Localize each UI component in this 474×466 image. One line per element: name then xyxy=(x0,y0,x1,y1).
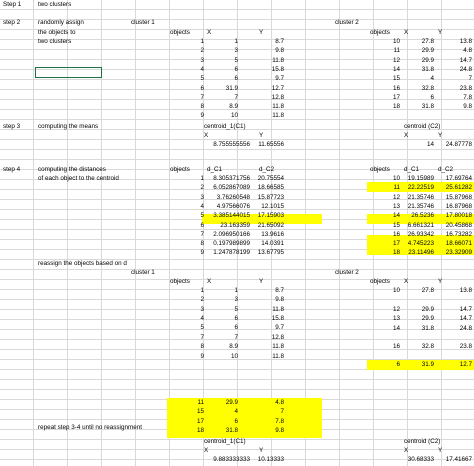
distance-c2: 18.66585 xyxy=(257,184,284,192)
step4-desc1: computing the distances xyxy=(38,166,106,173)
x-header: X xyxy=(404,278,409,285)
y-value: 11.8 xyxy=(272,352,284,360)
centroid1-x: 8.755555556 xyxy=(213,141,250,148)
distance-c1: 0.197989899 xyxy=(213,240,250,248)
object-id: 2 xyxy=(200,47,204,55)
y-value: 4.8 xyxy=(275,399,284,406)
x-header: X xyxy=(404,447,409,454)
y-value: 9.8 xyxy=(463,103,472,111)
y-value: 11.8 xyxy=(272,103,284,111)
step2-desc1: randomly assign xyxy=(38,19,84,26)
reassign-desc: reassign the objects based on d xyxy=(38,260,127,267)
object-id: 9 xyxy=(200,352,204,360)
object-id: 3 xyxy=(200,56,204,64)
dc1-header: d_C1 xyxy=(404,166,420,173)
distance-c2: 25.61282 xyxy=(445,184,472,192)
object-id: 11 xyxy=(393,47,400,55)
x-value: 31.8 xyxy=(421,103,434,111)
object-id: 17 xyxy=(392,93,400,101)
objects-header: objects xyxy=(370,166,390,173)
y-value: 11.8 xyxy=(272,56,284,64)
y-header: Y xyxy=(259,29,264,36)
y-value: 24.8 xyxy=(459,324,472,332)
y-value: 7.8 xyxy=(275,417,284,425)
y-value: 14.7 xyxy=(459,56,472,64)
centroid1-x: 9.883333333 xyxy=(213,456,250,463)
x-value: 31.8 xyxy=(225,426,238,434)
x-value: 4 xyxy=(430,75,434,83)
distance-c2: 21.65092 xyxy=(257,221,284,229)
distance-c1: 26.93342 xyxy=(407,230,434,238)
centroid1-title: centroid_1(C1) xyxy=(204,438,246,445)
x-header: X xyxy=(204,132,209,139)
x-value: 27.8 xyxy=(421,287,434,294)
y-header: Y xyxy=(259,132,264,139)
x-header: X xyxy=(204,447,209,454)
object-id: 17 xyxy=(392,240,400,248)
x-value: 6 xyxy=(234,75,238,83)
object-id: 12 xyxy=(392,193,400,201)
y-value: 12.8 xyxy=(271,93,284,101)
x-value: 6 xyxy=(234,65,238,73)
distance-c1: 3.76260548 xyxy=(216,193,250,201)
object-id: 16 xyxy=(392,84,400,92)
step2-desc2: the objects to xyxy=(38,29,76,36)
cluster2-title: cluster 2 xyxy=(335,269,359,276)
object-id: 5 xyxy=(200,324,204,332)
cluster2-title: cluster 2 xyxy=(335,19,359,26)
object-id: 2 xyxy=(200,184,204,192)
distance-c1: 6.052867089 xyxy=(213,184,250,192)
step3-desc: computing the means xyxy=(38,123,99,130)
x-value: 8.9 xyxy=(229,103,238,111)
objects-header: objects xyxy=(170,278,190,285)
y-value: 23.8 xyxy=(459,84,472,92)
x-value: 6 xyxy=(234,314,238,322)
object-id: 7 xyxy=(200,93,204,101)
object-id: 6 xyxy=(200,84,204,92)
object-id: 15 xyxy=(196,408,204,416)
object-id: 3 xyxy=(200,193,204,201)
x-value: 10 xyxy=(230,352,238,360)
x-value: 29.9 xyxy=(225,399,238,406)
y-header: Y xyxy=(259,447,264,454)
step1-desc: two clusters xyxy=(38,1,72,8)
x-value: 1 xyxy=(234,38,238,45)
object-id: 17 xyxy=(196,417,204,425)
step3-label: step 3 xyxy=(3,123,21,130)
object-id: 16 xyxy=(392,230,400,238)
object-id: 16 xyxy=(392,343,400,350)
x-value: 31.8 xyxy=(421,324,434,332)
object-id: 18 xyxy=(196,426,204,434)
y-value: 9.7 xyxy=(275,75,284,83)
y-value: 13.8 xyxy=(459,38,472,45)
object-id: 18 xyxy=(392,103,400,111)
distance-c1: 2.096950166 xyxy=(213,230,250,238)
y-value: 15.8 xyxy=(271,65,284,73)
y-value: 9.8 xyxy=(275,426,284,434)
centroid1-y: 11.65556 xyxy=(258,141,284,148)
y-header: Y xyxy=(438,278,443,285)
x-value: 31.8 xyxy=(421,65,434,73)
object-id: 13 xyxy=(392,315,400,323)
object-id: 11 xyxy=(197,399,204,406)
step2-label: step 2 xyxy=(3,19,21,26)
y-value: 11.8 xyxy=(272,305,284,313)
centroid2-y: 24.87778 xyxy=(445,141,472,148)
x-value: 3 xyxy=(234,47,238,55)
object-id: 6 xyxy=(396,361,400,368)
distance-c1: 19.15989 xyxy=(407,175,434,182)
distance-c1: 8.305371756 xyxy=(213,175,250,182)
distance-c1: 23.11496 xyxy=(408,249,434,257)
dc2-header: d_C2 xyxy=(259,166,275,173)
repeat-desc: repeat step 3-4 until no reassignment xyxy=(38,424,142,431)
object-id: 1 xyxy=(200,287,204,294)
distance-c1: 21.35746 xyxy=(407,202,434,210)
object-id: 14 xyxy=(392,324,400,332)
object-id: 15 xyxy=(392,75,400,83)
x-value: 27.8 xyxy=(421,38,434,45)
centroid2-x: 30.68333 xyxy=(407,456,434,463)
step2-desc3: two clusters xyxy=(38,38,72,45)
x-value: 5 xyxy=(234,305,238,313)
distance-c1: 22.22519 xyxy=(407,184,434,192)
x-header: X xyxy=(207,278,212,285)
object-id: 4 xyxy=(200,314,204,322)
x-value: 32.8 xyxy=(421,84,434,92)
x-value: 1 xyxy=(234,287,238,294)
distance-c1: 3.385144015 xyxy=(213,212,250,220)
object-id: 8 xyxy=(200,103,204,111)
y-value: 7 xyxy=(280,408,284,416)
y-value: 4.8 xyxy=(463,47,472,55)
x-value: 7 xyxy=(234,334,238,341)
x-header: X xyxy=(207,29,212,36)
objects-header: objects xyxy=(370,29,390,36)
x-value: 8.9 xyxy=(229,343,238,351)
y-value: 7 xyxy=(468,75,472,83)
distance-c1: 6.661321 xyxy=(407,221,434,229)
y-value: 8.7 xyxy=(275,38,284,45)
y-value: 7.8 xyxy=(463,93,472,101)
x-value: 29.9 xyxy=(421,47,434,55)
x-value: 32.8 xyxy=(421,343,434,350)
centroid2-title: centroid (C2) xyxy=(404,123,441,130)
distance-c2: 17.15903 xyxy=(257,212,284,220)
x-value: 29.9 xyxy=(421,315,434,323)
objects-header: objects xyxy=(370,278,390,285)
distance-c1: 21.35746 xyxy=(407,193,434,201)
y-header: Y xyxy=(438,29,443,36)
y-value: 13.8 xyxy=(459,287,472,294)
object-id: 2 xyxy=(200,296,204,304)
distance-c2: 20.45868 xyxy=(445,221,472,229)
distance-c2: 14.0391 xyxy=(261,240,284,248)
object-id: 3 xyxy=(200,305,204,313)
y-value: 12.7 xyxy=(271,84,284,92)
y-value: 12.8 xyxy=(271,334,284,341)
distance-c2: 13.9616 xyxy=(261,230,284,238)
distance-c1: 1.247878199 xyxy=(213,249,250,257)
object-id: 5 xyxy=(200,212,204,220)
selected-cell[interactable] xyxy=(35,67,102,78)
step1-label: Step 1 xyxy=(3,1,22,8)
x-value: 6 xyxy=(234,324,238,332)
centroid2-title: centroid (C2) xyxy=(404,438,441,445)
object-id: 1 xyxy=(200,175,204,182)
y-value: 9.7 xyxy=(275,324,284,332)
x-value: 6 xyxy=(234,417,238,425)
y-header: Y xyxy=(259,278,264,285)
y-value: 11.8 xyxy=(272,112,284,120)
object-id: 10 xyxy=(392,38,400,45)
distance-c2: 16.87968 xyxy=(445,202,472,210)
y-value: 11.8 xyxy=(272,343,284,351)
objects-header: objects xyxy=(170,29,190,36)
dc2-header: d_C2 xyxy=(438,166,454,173)
object-id: 5 xyxy=(200,75,204,83)
distance-c1: 23.163359 xyxy=(220,221,250,229)
x-value: 5 xyxy=(234,56,238,64)
object-id: 10 xyxy=(392,287,400,294)
distance-c2: 18.66071 xyxy=(445,240,472,248)
step4-desc2: of each object to the centroid xyxy=(38,175,119,182)
centroid2-y: 17.41667 xyxy=(445,456,472,463)
object-id: 8 xyxy=(200,240,204,248)
dc1-header: d_C1 xyxy=(207,166,223,173)
objects-header: objects xyxy=(170,166,190,173)
distance-c2: 15.87968 xyxy=(445,193,472,201)
object-id: 11 xyxy=(393,184,400,192)
object-id: 9 xyxy=(200,249,204,257)
y-value: 8.7 xyxy=(275,287,284,294)
object-id: 7 xyxy=(200,334,204,341)
x-value: 6 xyxy=(430,93,434,101)
object-id: 1 xyxy=(200,38,204,45)
distance-c2: 20.75554 xyxy=(257,175,284,182)
distance-c2: 17.69764 xyxy=(445,175,472,182)
object-id: 12 xyxy=(392,56,400,64)
y-value: 14.7 xyxy=(459,306,472,313)
object-id: 14 xyxy=(392,212,400,220)
x-value: 31.9 xyxy=(421,361,434,368)
distance-c2: 12.1015 xyxy=(261,202,284,210)
object-id: 12 xyxy=(392,306,400,313)
centroid2-x: 14 xyxy=(426,141,434,148)
distance-c2: 15.87723 xyxy=(257,193,284,201)
x-value: 29.9 xyxy=(421,306,434,313)
x-value: 4 xyxy=(234,408,238,416)
x-header: X xyxy=(404,132,409,139)
y-header: Y xyxy=(438,132,443,139)
distance-c1: 4.97566076 xyxy=(216,202,250,210)
y-value: 12.7 xyxy=(459,361,472,368)
distance-c1: 4.745223 xyxy=(407,240,434,248)
object-id: 7 xyxy=(200,230,204,238)
object-id: 4 xyxy=(200,202,204,210)
cluster1-title: cluster 1 xyxy=(131,19,155,26)
centroid1-y: 10.13333 xyxy=(257,456,284,463)
object-id: 14 xyxy=(392,65,400,73)
y-value: 9.8 xyxy=(275,296,284,304)
object-id: 8 xyxy=(200,343,204,351)
cluster1-title: cluster 1 xyxy=(131,269,155,276)
x-value: 3 xyxy=(234,296,238,304)
y-value: 24.8 xyxy=(459,65,472,73)
y-value: 23.8 xyxy=(459,343,472,350)
y-header: Y xyxy=(438,447,443,454)
object-id: 15 xyxy=(392,221,400,229)
object-id: 13 xyxy=(392,202,400,210)
x-value: 10 xyxy=(230,112,238,120)
x-value: 29.9 xyxy=(421,56,434,64)
y-value: 9.8 xyxy=(275,47,284,55)
centroid1-title: centroid_1(C1) xyxy=(204,123,246,130)
distance-c2: 23.32909 xyxy=(445,249,472,257)
step4-label: step 4 xyxy=(3,166,21,173)
distance-c1: 26.5236 xyxy=(411,212,434,220)
object-id: 9 xyxy=(200,112,204,120)
x-header: X xyxy=(404,29,409,36)
y-value: 14.7 xyxy=(459,315,472,323)
object-id: 18 xyxy=(392,249,400,257)
y-value: 15.8 xyxy=(271,314,284,322)
object-id: 4 xyxy=(200,65,204,73)
x-value: 31.9 xyxy=(225,84,238,92)
distance-c2: 13.67795 xyxy=(257,249,284,257)
x-value: 7 xyxy=(234,93,238,101)
object-id: 6 xyxy=(200,221,204,229)
distance-c2: 16.73282 xyxy=(445,230,472,238)
object-id: 10 xyxy=(392,175,400,182)
distance-c2: 17.80018 xyxy=(445,212,472,220)
